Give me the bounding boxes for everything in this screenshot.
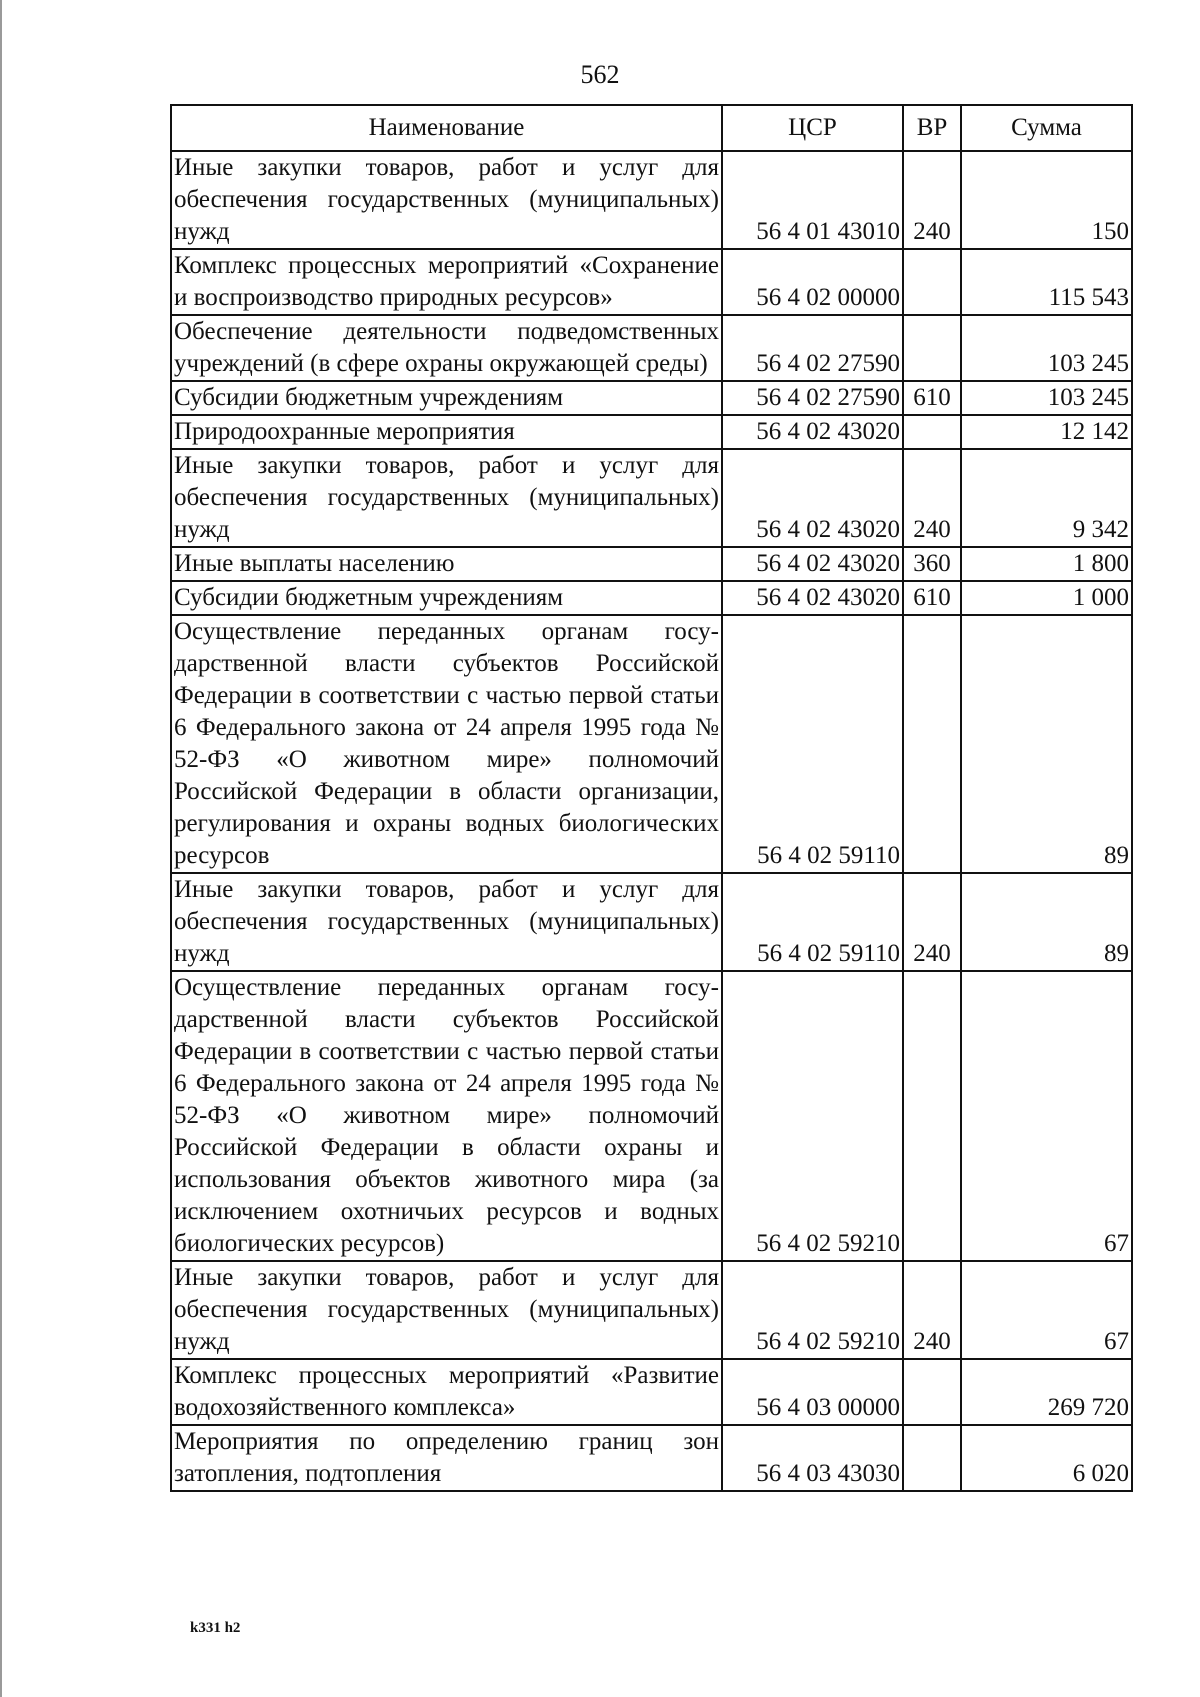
row-sum: 150: [961, 151, 1132, 249]
table-row: [171, 547, 1132, 581]
row-name: Мероприятия по определению границ зон затопления, подтопления: [171, 1425, 722, 1491]
row-name: Иные закупки товаров, работ и услуг для обеспечения государственных (муниципальных) нужд: [171, 151, 722, 249]
row-sum: 1 800: [961, 547, 1132, 581]
row-name: Иные выплаты населению: [171, 547, 722, 581]
row-vr: [903, 1359, 961, 1425]
header-sum: Сумма: [961, 105, 1132, 151]
row-sum: 89: [961, 615, 1132, 873]
header-vr: ВР: [903, 105, 961, 151]
row-vr: 240: [903, 873, 961, 971]
row-csr: 56 4 01 43010: [722, 151, 903, 249]
table-row: [171, 971, 1132, 1261]
scan-left-edge: [0, 0, 2, 1697]
table-row: [171, 315, 1132, 381]
row-csr: 56 4 03 00000: [722, 1359, 903, 1425]
row-csr: 56 4 02 59110: [722, 615, 903, 873]
table-row: [171, 249, 1132, 315]
row-vr: 610: [903, 381, 961, 415]
table-row: [171, 581, 1132, 615]
row-name: Природоохранные мероприятия: [171, 415, 722, 449]
table-row: [171, 1359, 1132, 1425]
page-number: 562: [580, 60, 620, 89]
row-vr: 610: [903, 581, 961, 615]
table-row: [171, 449, 1132, 547]
row-vr: [903, 249, 961, 315]
row-name: Иные закупки товаров, работ и услуг для обеспечения государственных (муниципальных) нужд: [171, 449, 722, 547]
row-vr: [903, 1425, 961, 1491]
row-csr: 56 4 02 27590: [722, 381, 903, 415]
table-row: [171, 873, 1132, 971]
row-name: Обеспечение деятельности подведомственных учреждений (в сфере охраны окружающей среды): [171, 315, 722, 381]
row-csr: 56 4 02 59110: [722, 873, 903, 971]
row-csr: 56 4 02 43020: [722, 415, 903, 449]
row-vr: [903, 971, 961, 1261]
table-row: [171, 381, 1132, 415]
header-csr: ЦСР: [722, 105, 903, 151]
row-sum: 6 020: [961, 1425, 1132, 1491]
row-sum: 67: [961, 1261, 1132, 1359]
row-sum: 269 720: [961, 1359, 1132, 1425]
row-vr: [903, 315, 961, 381]
row-name: Осуществление переданных органам государственной власти субъектов Российской Федерации в соответствии с частью первой статьи 6 Федерального закона от 24 апреля 1995 года № 52-ФЗ «О животном мире» полномочий Российской Федерации в области организации, регулирования и охраны водных биологических ресурсов: [171, 615, 722, 873]
table-row: [171, 1261, 1132, 1359]
row-vr: 240: [903, 449, 961, 547]
row-sum: 89: [961, 873, 1132, 971]
footer-code: k331 h2: [190, 1620, 241, 1636]
row-csr: 56 4 03 43030: [722, 1425, 903, 1491]
row-sum: 115 543: [961, 249, 1132, 315]
row-csr: 56 4 02 00000: [722, 249, 903, 315]
row-csr: 56 4 02 43020: [722, 581, 903, 615]
table-header-row: [171, 105, 1132, 151]
table-row: [171, 1425, 1132, 1491]
row-csr: 56 4 02 59210: [722, 971, 903, 1261]
row-name: Иные закупки товаров, работ и услуг для обеспечения государственных (муниципальных) нужд: [171, 1261, 722, 1359]
row-vr: 240: [903, 1261, 961, 1359]
row-vr: [903, 615, 961, 873]
table-row: [171, 615, 1132, 873]
row-csr: 56 4 02 43020: [722, 449, 903, 547]
row-csr: 56 4 02 27590: [722, 315, 903, 381]
row-sum: 1 000: [961, 581, 1132, 615]
row-vr: [903, 415, 961, 449]
row-sum: 103 245: [961, 315, 1132, 381]
row-name: Субсидии бюджетным учреждениям: [171, 581, 722, 615]
row-name: Комплекс процессных мероприятий «Сохранение и воспроизводство природных ресурсов»: [171, 249, 722, 315]
row-csr: 56 4 02 43020: [722, 547, 903, 581]
table-row: [171, 151, 1132, 249]
row-sum: 9 342: [961, 449, 1132, 547]
table-row: [171, 415, 1132, 449]
budget-table: [170, 104, 1133, 1492]
row-name: Субсидии бюджетным учреждениям: [171, 381, 722, 415]
row-name: Комплекс процессных мероприятий «Развитие водохозяйственного комплекса»: [171, 1359, 722, 1425]
row-csr: 56 4 02 59210: [722, 1261, 903, 1359]
row-name: Осуществление переданных органам государственной власти субъектов Российской Федерации в соответствии с частью первой статьи 6 Федерального закона от 24 апреля 1995 года № 52-ФЗ «О животном мире» полномочий Российской Федерации в области охраны и использования объектов животного мира (за исключением охотничьих ресурсов и водных биологических ресурсов): [171, 971, 722, 1261]
row-vr: 360: [903, 547, 961, 581]
row-sum: 67: [961, 971, 1132, 1261]
row-name: Иные закупки товаров, работ и услуг для обеспечения государственных (муниципальных) нужд: [171, 873, 722, 971]
row-sum: 12 142: [961, 415, 1132, 449]
row-vr: 240: [903, 151, 961, 249]
header-name: Наименование: [171, 105, 722, 151]
row-sum: 103 245: [961, 381, 1132, 415]
